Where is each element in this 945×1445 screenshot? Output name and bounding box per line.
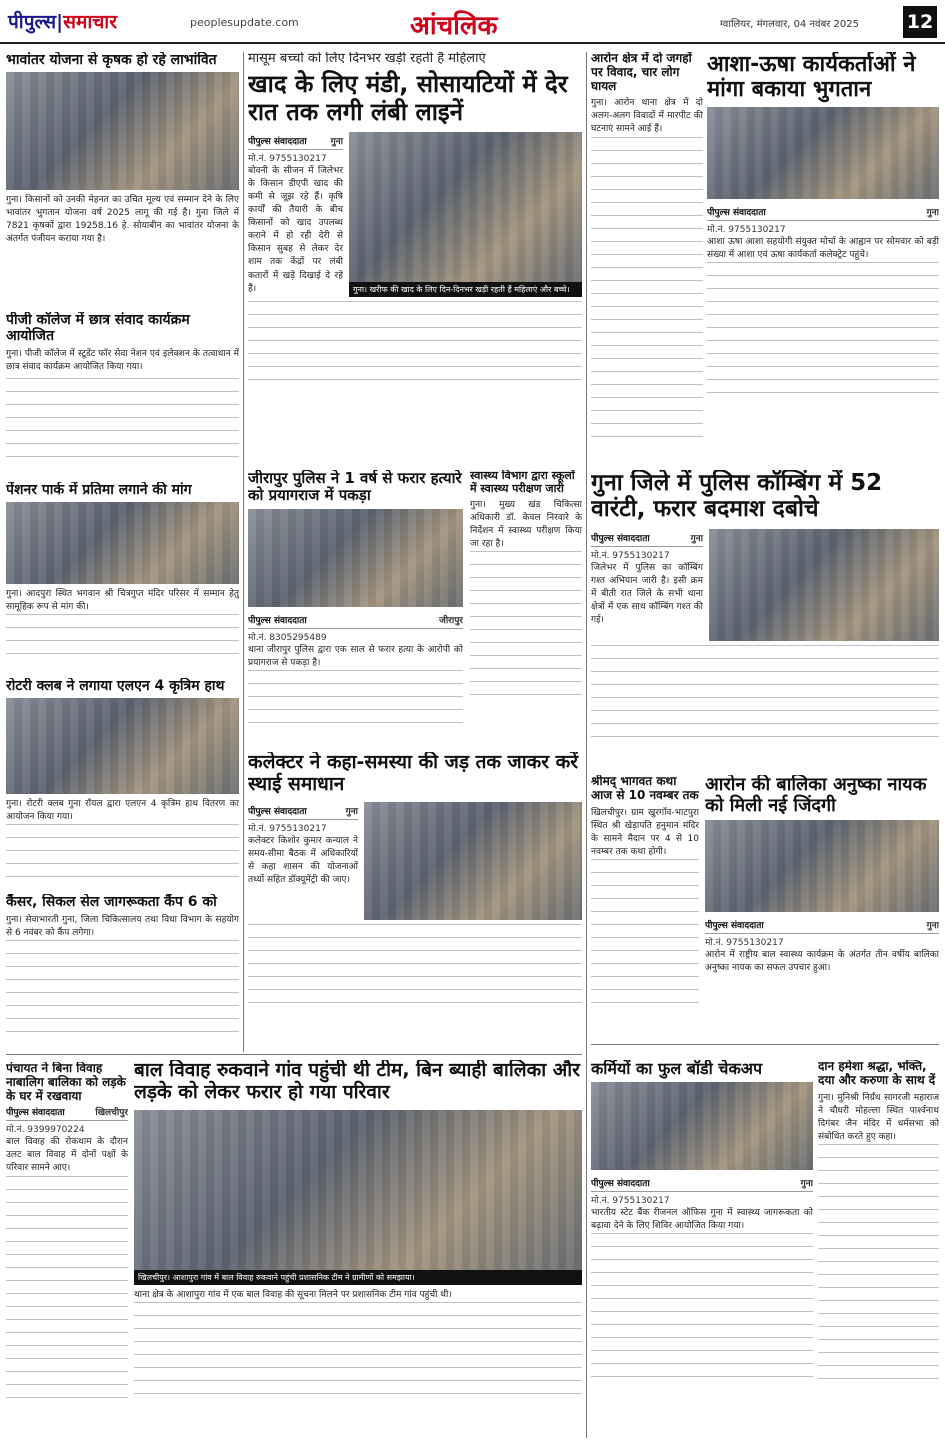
headline: आरोन की बालिका अनुष्का नायक को मिली नई जिंदगी [705,775,927,816]
story-lead: गुना। किसानों को उनकी मेहनत का उचित मूल्य एवं सम्मान देने के लिए भावांतर भुगतान योजना वर्ष 2025 लागू की गई है। गुना जिले में 7821 कृषकों द्वारा 19258.16 हे. सोयाबीन का भावांतर योजना के अंतर्गत पंजीयन कराया गया है। [6,195,239,245]
mobile-number: मो.नं. 9755130217 [591,550,670,561]
story-anushka [705,775,939,1037]
story-combing [591,470,939,768]
story-aaron [591,52,703,462]
byline: पीपुल्स संवाददाता जीरापुर [248,611,463,629]
story-photo [591,1082,813,1170]
story-photo [6,698,239,794]
headline: रोटरी क्लब ने लगाया एलएन 4 कृत्रिम हाथ [6,678,225,694]
story-photo [707,107,939,199]
story-lead: गुना। पीजी कॉलेज में स्टूडेंट फॉर सेवा नेशन एवं इलेक्शन के तत्वाधान में छात्र संवाद कार्यक्रम आयोजित किया गया। [6,349,239,373]
headline: बाल विवाह रुकवाने गांव पहुंची थी टीम, बिन ब्याही बालिका और लड़के को लेकर फरार हो गया परिवार [134,1060,580,1103]
story-rotary [6,678,239,888]
story-photo [705,820,939,912]
story-lead: गुना। आदपुरा स्थित भगवान श्री चित्रगुप्त मंदिर परिसर में सम्मान हेतु सामूहिक रूप से मांग की। [6,589,239,613]
story-bhavantar [6,52,239,308]
headline: स्वास्थ्य विभाग द्वारा स्कूलों में स्वास्थ्य परीक्षण जारी [470,470,575,495]
story-lead: जिलेभर में पुलिस का कॉम्बिंग गश्त अभियान जारी है। इसी क्रम में बीती रात जिले के सभी थाना क्षेत्रों में एक साथ कॉम्बिंग गश्त की गई। [591,562,703,626]
mobile-number: मो.नं. 8305295489 [248,632,327,643]
story-photo [349,132,582,282]
story-lead: गुना। रोटरी क्लब गुना रॉयल द्वारा एलएन 4 कृत्रिम हाथ वितरण का आयोजन किया गया। [6,799,239,823]
text-columns [591,137,703,437]
site-url[interactable]: peoplesupdate.com [190,16,299,29]
text-columns [6,940,239,1040]
byline: पीपुल्स संवाददाता गुना [591,1174,813,1192]
text-columns [591,859,699,1009]
section-title: आंचलिक [410,11,498,41]
story-jirapur [248,470,463,742]
story-bhagwat [591,775,699,1037]
story-lead: गुना। मुख्य खंड चिकित्सा अधिकारी डॉ. केवल निरवारे के निर्देशन में स्वास्थ्य परीक्षण किया जा रहा है। [470,500,582,550]
text-columns [470,551,582,701]
masthead [0,0,945,44]
text-columns [134,1302,582,1402]
kicker: मासूम बच्चों को लिए दिनभर खड़ी रहती हैं महिलाएं [248,52,486,66]
story-photo [364,802,582,920]
byline: पीपुल्स संवाददाता गुना [248,132,343,150]
text-columns [591,1233,813,1383]
story-lead: गुना। आरोन थाना क्षेत्र में दो अलग-अलग विवादों में मारपीट की घटनाएं सामने आई हैं। [591,98,703,135]
text-columns [707,262,939,402]
byline: पीपुल्स संवाददाता गुना [591,529,703,547]
story-panchayat [6,1062,128,1438]
horizontal-rule [591,1044,939,1045]
story-photo [6,72,239,190]
mobile-number: मो.नं. 9755130217 [248,823,327,834]
headline: भावांतर योजना से कृषक हो रहे लाभांवित [6,52,217,68]
headline: कर्मियों का फुल बॉडी चेकअप [591,1060,763,1078]
page-number: 12 [903,6,937,38]
headline: पंचायत ने बिना विवाह नाबालिग बालिका को लड़के के घर में रखवाया [6,1062,126,1103]
column-rule [243,52,244,1052]
newspaper-logo: पीपुल्स|समाचार [8,11,117,33]
story-lead: आशा ऊषा आशा सहयोगी संयुक्त मोर्चा के आह्वान पर सोमवार को बड़ी संख्या में आशा एवं ऊषा कार्यकर्ता कलेक्ट्रेट पहुंचे। [707,236,939,260]
headline: आशा-ऊषा कार्यकर्ताओं ने मांगा बकाया भुगतान [707,52,916,103]
byline: पीपुल्स संवाददाता गुना [707,203,939,221]
headline: कैंसर, सिकल सेल जागरूकता कैंप 6 को [6,894,217,910]
text-columns [818,1144,939,1384]
story-photo [248,509,463,607]
mobile-number: मो.नं. 9755130217 [591,1196,670,1207]
story-lead: गुना। मुनिश्री निर्ग्रंथ सागरजी महाराज ने चौधरी मोहल्ला स्थित पार्श्वनाथ दिगंबर जैन मंदिर में धर्मसभा को संबोधित करते हुए कहा। [818,1092,939,1142]
photo-caption: गुना। खरीफ की खाद के लिए दिन-दिनभर खड़ी रहती हैं महिलाएं और बच्चे। [349,282,582,297]
headline: कलेक्टर ने कहा-समस्या की जड़ तक जाकर करें स्थाई समाधान [248,752,578,795]
story-lead: आरोन में राष्ट्रीय बाल स्वास्थ्य कार्यक्रम के अंतर्गत तीन वर्षीय बालिका अनुष्का नायक का सफल उपचार हुआ। [705,950,939,974]
mobile-number: मो.नं. 9755130217 [707,224,786,235]
headline: खाद के लिए मंडी, सोसायटियों में देर रात तक लगी लंबी लाइनें [248,69,568,126]
story-lead: थाना जीरापुर पुलिस द्वारा एक साल से फरार हत्या के आरोपी को प्रयागराज से पकड़ा है। [248,644,463,668]
story-pensioner [6,482,239,672]
text-columns [6,824,239,884]
story-photo [709,529,939,641]
story-photo [134,1110,582,1270]
text-columns [591,645,939,745]
horizontal-rule [6,1054,582,1055]
headline: जीरापुर पुलिस ने 1 वर्ष से फरार हत्यारे को प्रयागराज में पकड़ा [248,470,462,505]
byline: पीपुल्स संवाददाता गुना [705,916,939,934]
story-lead: बोवनी के सीजन में जिलेभर के किसान डीएपी खाद की कमी से जूझ रहे हैं। कृषि कार्यों की तैयारी के बीच किसानों को खाद उपलब्ध कराने में हो रही देरी से किसान सुबह से लेकर देर शाम तक केंद्रों पर लंबी कतारों में खड़े दिखाई दे रहे हैं। [248,166,343,294]
story-daan [818,1060,939,1438]
story-bank [591,1060,813,1438]
story-swasthya [470,470,582,742]
text-columns [248,670,463,730]
text-columns [248,924,582,1014]
headline: पीजी कॉलेज में छात्र संवाद कार्यक्रम आयोजित [6,312,190,345]
story-lead: कलेक्टर किशोर कुमार कन्याल ने समय-सीमा बैठक में अधिकारियों से कहा शासन की योजनाओं तथ्यों सहित डॉक्यूमेंट्री की जाए। [248,835,358,885]
story-lead: भारतीय स्टेट बैंक रीजनल ऑफिस गुना में स्वास्थ्य जागरूकता को बढ़ावा देने के लिए शिविर आयोजित किया गया। [591,1208,813,1232]
mobile-number: मो.नं. 9755130217 [705,938,784,949]
headline: दान हमेशा श्रद्धा, भक्ति, दया और करुणा के साथ दें [818,1060,936,1087]
story-lead: गुना। सेवाभारती गुना, जिला चिकित्सालय तथा विधा विभाग के सहयोग से 6 नवंबर को कैंप लगेगा। [6,915,239,939]
story-lead: खिलचीपुर। ग्राम खुरगाँव-भाटपुरा स्थित श्री खेड़ापति हनुमान मंदिर के सामने मैदान पर 4 से 10 नवम्बर तक कथा होगी। [591,807,699,857]
text-columns [248,301,582,391]
story-cancer [6,894,239,1054]
headline: आरोन क्षेत्र में दो जगहों पर विवाद, चार लोग घायल [591,52,692,93]
byline: पीपुल्स संवाददाता गुना [248,802,358,820]
byline: पीपुल्स संवाददाता खिलचीपुर [6,1103,128,1121]
story-khad [248,52,582,457]
story-pg-college [6,312,239,472]
photo-caption: खिलचीपुर। आशापुरा गांव में बाल विवाह रुकवाने पहुंची प्रशासनिक टीम ने ग्रामीणों को समझाया। [134,1270,582,1285]
headline: गुना जिले में पुलिस कॉम्बिंग में 52 वारंटी, फरार बदमाश दबोचे [591,470,883,523]
story-lead: बाल विवाह की रोकथाम के दौरान उलट बाल विवाह में दोनों पक्षों के परिवार सामने आए। [6,1137,128,1174]
mobile-number: मो.नं. 9399970224 [6,1125,85,1136]
dateline: ग्वालियर, मंगलवार, 04 नवंबर 2025 [720,19,860,30]
mobile-number: मो.नं. 9755130217 [248,154,327,165]
story-baal-vivah [134,1060,582,1438]
headline: श्रीमद् भागवत कथा आज से 10 नवम्बर तक [591,775,699,802]
story-lead: थाना क्षेत्र के आशापुरा गांव में एक बाल विवाह की सूचना मिलने पर प्रशासनिक टीम गांव पहुंची थी। [134,1289,452,1300]
story-collector [248,752,582,1032]
text-columns [6,614,239,662]
text-columns [6,1176,128,1406]
headline: पेंशनर पार्क में प्रतिमा लगाने की मांग [6,482,192,498]
text-columns [6,378,239,464]
story-asha [707,52,939,464]
story-photo [6,502,239,584]
column-rule [586,52,587,1438]
